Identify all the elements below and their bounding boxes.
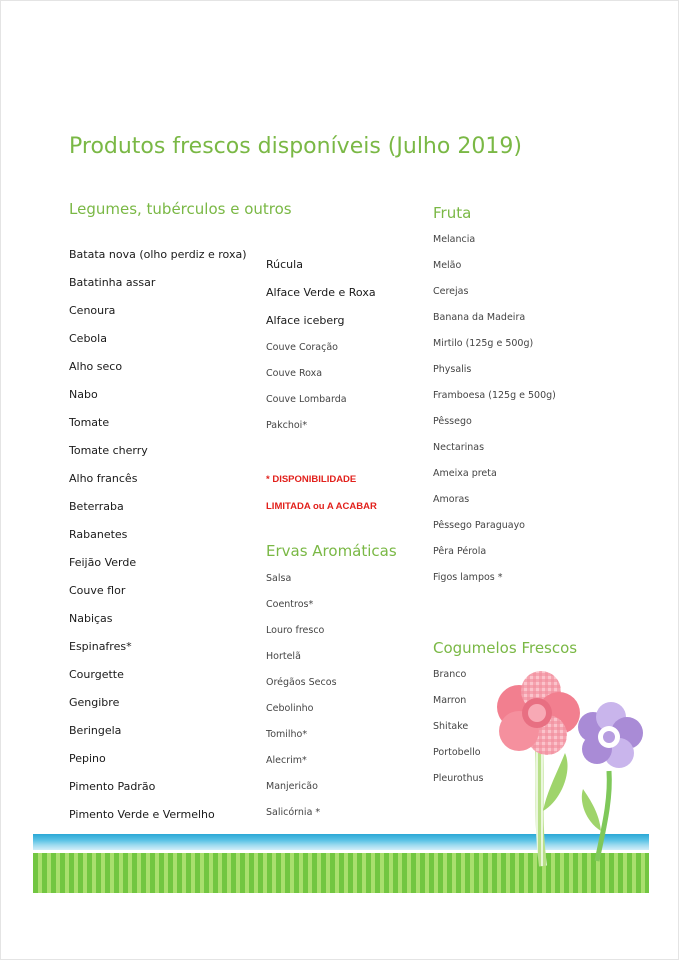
legume-item: Couve flor (69, 584, 126, 597)
erva-item: Louro fresco (266, 625, 325, 636)
erva-item: Tomilho* (266, 729, 308, 740)
couve-item: Couve Lombarda (266, 394, 347, 405)
fruta-item: Ameixa preta (433, 468, 497, 479)
fruta-item: Amoras (433, 494, 470, 505)
cogumelo-item: Marron (433, 695, 467, 706)
folha-item: Alface iceberg (266, 314, 345, 327)
fruta-item: Melão (433, 260, 462, 271)
cogumelo-item: Branco (433, 669, 467, 680)
fruta-item: Framboesa (125g e 500g) (433, 390, 556, 401)
legume-item: Espinafres* (69, 640, 132, 653)
fruta-list (433, 227, 556, 591)
cogumelos-heading: Cogumelos Frescos (433, 639, 578, 657)
legume-item: Nabo (69, 388, 98, 401)
cogumelo-item: Shitake (433, 721, 469, 732)
fruta-item: Mirtilo (125g e 500g) (433, 338, 534, 349)
legume-item: Alho seco (69, 360, 123, 373)
availability-note-line1: * DISPONIBILIDADE (266, 474, 357, 485)
cogumelo-item: Pleurothus (433, 773, 484, 784)
erva-item: Manjericão (266, 781, 318, 792)
fruta-item: Nectarinas (433, 442, 485, 453)
erva-item: Hortelã (266, 651, 301, 662)
folha-item: Rúcula (266, 258, 303, 271)
legumes-list (69, 241, 246, 829)
fruta-item: Pêssego (433, 416, 472, 427)
fruta-item: Figos lampos * (433, 572, 503, 583)
folhas-list (266, 251, 376, 335)
availability-note-line2: LIMITADA ou A ACABAR (266, 501, 377, 512)
legume-item: Cebola (69, 332, 107, 345)
legume-item: Tomate cherry (69, 444, 148, 457)
erva-item: Salicórnia * (266, 807, 321, 818)
erva-item: Alecrim* (266, 755, 307, 766)
fruta-item: Physalis (433, 364, 472, 375)
folha-item: Alface Verde e Roxa (266, 286, 376, 299)
legume-item: Tomate (69, 416, 110, 429)
legume-item: Pepino (69, 752, 106, 765)
cogumelo-item: Portobello (433, 747, 481, 758)
legume-item: Pimento Verde e Vermelho (69, 808, 215, 821)
fruta-item: Pêssego Paraguayo (433, 520, 525, 531)
couve-item: Couve Roxa (266, 368, 323, 379)
legume-item: Beringela (69, 724, 122, 737)
erva-item: Cebolinho (266, 703, 314, 714)
legume-item: Batatinha assar (69, 276, 156, 289)
fruta-heading: Fruta (433, 204, 472, 222)
legume-item: Cenoura (69, 304, 116, 317)
erva-item: Orégãos Secos (266, 677, 337, 688)
erva-item: Salsa (266, 573, 292, 584)
legume-item: Alho francês (69, 472, 138, 485)
legume-item: Batata nova (olho perdiz e roxa) (69, 248, 247, 261)
legume-item: Beterraba (69, 500, 124, 513)
page-title: Produtos frescos disponíveis (Julho 2019) (69, 134, 522, 159)
purple-flower-icon (578, 702, 643, 861)
fruta-item: Cerejas (433, 286, 469, 297)
fruta-item: Melancia (433, 234, 476, 245)
couve-item: Couve Coração (266, 342, 338, 353)
ervas-list (266, 566, 337, 826)
ervas-heading: Ervas Aromáticas (266, 542, 397, 560)
legume-item: Gengibre (69, 696, 120, 709)
couves-list (266, 335, 347, 439)
flowers-illustration (461, 661, 661, 881)
legume-item: Courgette (69, 668, 124, 681)
legume-item: Pimento Padrão (69, 780, 156, 793)
couve-item: Pakchoi* (266, 420, 308, 431)
legume-item: Feijão Verde (69, 556, 137, 569)
erva-item: Coentros* (266, 599, 314, 610)
legumes-heading: Legumes, tubérculos e outros (69, 200, 292, 218)
fruta-item: Pêra Pérola (433, 546, 487, 557)
legume-item: Nabiças (69, 612, 113, 625)
fruta-item: Banana da Madeira (433, 312, 526, 323)
pink-flower-icon (497, 671, 580, 866)
legume-item: Rabanetes (69, 528, 128, 541)
